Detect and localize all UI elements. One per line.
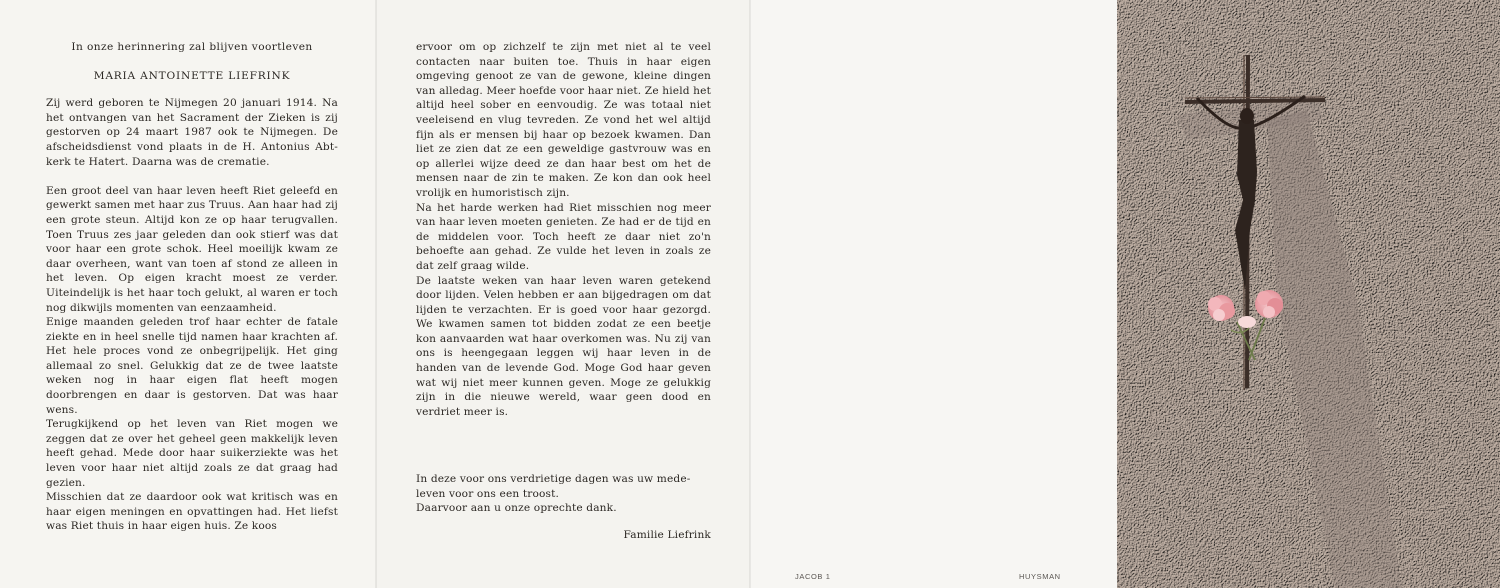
fold-line [749,0,751,588]
printer-mark-left: JACOB 1 [795,572,831,581]
memorial-text-column-1 [46,40,338,534]
paragraph: De laatste weken van haar leven waren getekend door lijden. Velen hebben er aan bijgedragen om dat lijden te verzachten. Er is goed voor haar gezorgd. We kwamen samen tot bidden zodat ze een beetje kon aanvaarden wat haar overkomen was. Nu zij van ons is heengegaan leggen wij haar leven in de handen van de levende God. Moge God haar geven wat wij niet meer kunnen geven. Moge ze gelukkig zijn in die nieuwe wereld, waar geen dood en verdriet meer is. [416,274,711,418]
thanks-line: Daarvoor aan u onze oprechte dank. [416,502,617,515]
paragraph: Enige maanden geleden trof haar echter de fatale ziekte en in heel snelle tijd namen haar krachten af. Het hele proces vond ze onbegrijpelijk. Het ging allemaal zo snel. Gelukkig dat ze de twee laatste weken nog in haar eigen flat heeft mogen doorbrengen en daar is gestorven. Dat was haar wens. [46,316,338,416]
family-signature: Familie Liefrink [623,529,711,541]
paragraph: Misschien dat ze daardoor ook wat kritisch was en haar eigen meningen en opvattingen had. Het liefst was Riet thuis in haar eigen huis. Ze koos [46,491,338,533]
paragraph: Een groot deel van haar leven heeft Riet geleefd en gewerkt samen met haar zus Truus. Aan haar had zij een grote steun. Altijd kon ze op haar terugvallen. Toen Truus zes jaar geleden dan ook stierf was dat voor haar een grote schok. Heel moeilijk kwam ze daar overheen, want van toen af stond ze alleen in het leven. Op eigen kracht moest ze verder. Uiteindelijk is het haar toch gelukt, al waren er toch nog dikwijls momenten van eenzaamheid. [46,184,338,314]
card-panel-blank [750,0,1117,588]
thanks-line: leven voor ons een troost. [416,487,560,500]
thanks-line: In deze voor ons verdrietige dagen was uw mede- [416,473,691,485]
fold-line [375,0,377,588]
printer-mark-right: HUYSMAN [1019,572,1061,581]
paragraph: Terugkijkend op het leven van Riet mogen we zeggen dat ze over het geheel geen makkelijk leven heeft gehad. Mede door haar suikerziekte was het leven voor haar niet altijd zoals ze dat graag had gezien. [46,418,338,489]
crucifix-photo [1117,0,1500,588]
deceased-name: MARIA ANTOINETTE LIEFRINK [93,69,291,82]
paragraph: ervoor om op zichzelf te zijn met niet al te veel contacten naar buiten toe. Thuis in haar eigen omgeving genoot ze van de gewone, kleine dingen van alledag. Meer hoefde voor haar niet. Ze hield het altijd heel sober en eenvoudig. Ze was totaal niet veeleisend en vlug tevreden. Ze vond het wel altijd fijn als er mensen bij haar op bezoek kwamen. Dan liet ze zien dat ze een geweldige gastvrouw was en op allerlei wijze deed ze dan haar best om het de mensen naar de zin te maken. Ze kon dan ook heel vrolijk en humoristisch zijn. [416,41,711,199]
paragraph: Na het harde werken had Riet misschien nog meer van haar leven moeten genieten. Ze had er de tijd en de middelen voor. Toch heeft ze daar niet zo'n behoefte aan gehad. Ze vulde het leven in zoals ze dat zelf graag wilde. [416,201,711,272]
memorial-text-column-2 [416,40,711,419]
intro-line: In onze herinnering zal blijven voortleven [71,41,313,53]
paragraph: Zij werd geboren te Nijmegen 20 januari 1914. Na het ontvangen van het Sacrament der Zieken is zij gestorven op 24 maart 1987 ook te Nijmegen. De afscheidsdienst vond plaats in de H. Antonius Abt-kerk te Hatert. Daarna was de crematie. [46,97,338,168]
thanks-text [416,472,711,516]
